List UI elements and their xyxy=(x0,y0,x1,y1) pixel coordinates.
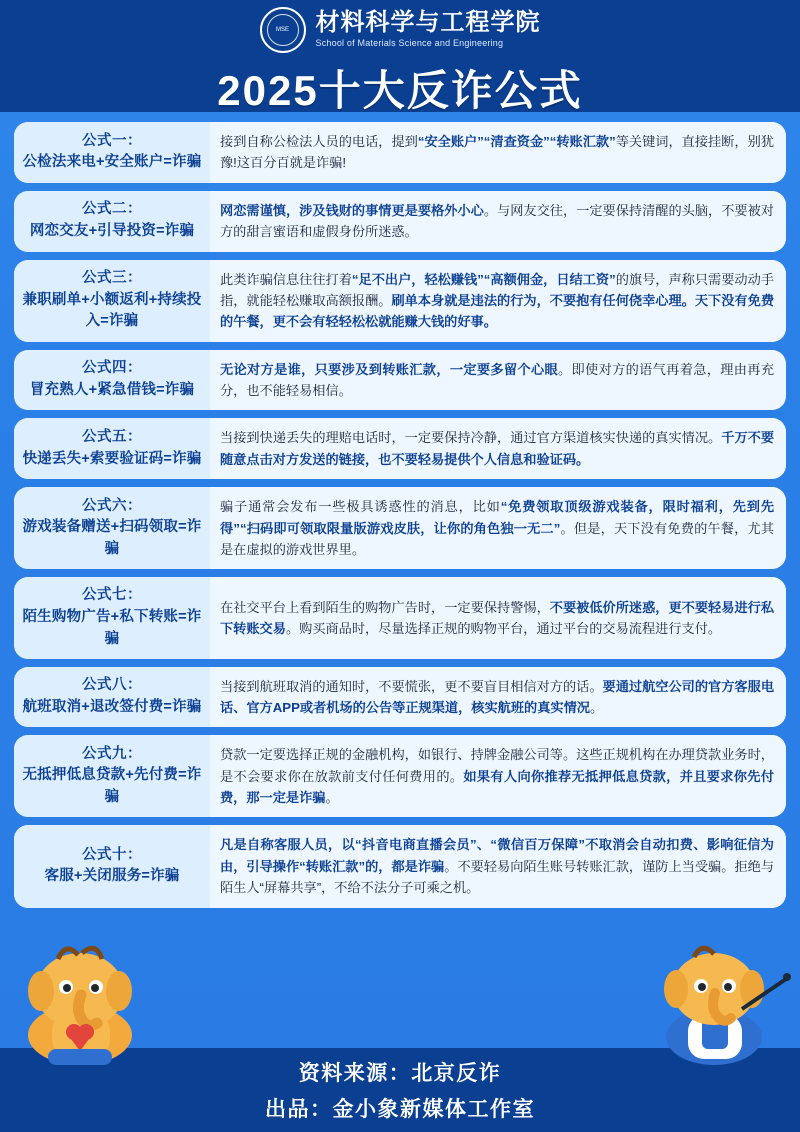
formula-label xyxy=(14,667,210,728)
formula-number: 公式六： xyxy=(82,497,142,514)
formula-label xyxy=(14,260,210,342)
formula-number: 公式九： xyxy=(82,745,142,762)
formula-number: 公式四： xyxy=(82,360,142,377)
plain-text: 。但是，天下没有免费的午餐，尤其是在虚拟的游戏世界里。 xyxy=(220,520,775,557)
formula-expression: 客服+关闭服务=诈骗 xyxy=(44,868,180,885)
formula-label xyxy=(14,350,210,411)
formula-description xyxy=(210,260,786,342)
highlight-text: 要通过航空公司的官方客服电话、官方APP或者机场的公告等正规渠道，核实航班的真实情况 xyxy=(220,678,775,715)
org-name-en: School of Materials Science and Engineering xyxy=(315,38,504,49)
formula-expression: 兼职刷单+小额返利+持续投入=诈骗 xyxy=(22,291,202,330)
mascot-elephant-right-icon xyxy=(642,939,792,1065)
plain-text: 。即使对方的语气再着急，理由再充分，也不能轻易相信。 xyxy=(220,361,775,398)
formula-description xyxy=(210,487,786,569)
page-title: 2025十大反诈公式 xyxy=(217,67,583,114)
highlight-text: 无论对方是谁，只要涉及到转账汇款，一定要多留个心眼 xyxy=(220,361,559,377)
plain-text: 贷款一定要选择正规的金融机构，如银行、持牌金融公司等。这些正规机构在办理贷款业务时，是不会要求你在放款前支付任何费用的。 xyxy=(220,747,774,784)
formula-label xyxy=(14,825,210,907)
mascot-elephant-left-icon xyxy=(8,939,158,1065)
formula-description xyxy=(210,191,786,252)
mascot-left xyxy=(8,939,158,1070)
formula-description xyxy=(210,350,786,411)
highlight-text: 如果有人向你推荐无抵押低息贷款，并且要求你先付费，那一定是诈骗 xyxy=(220,768,775,805)
formula-row xyxy=(14,418,786,479)
formula-label xyxy=(14,191,210,252)
plain-text: 骗子通常会发布一些极具诱惑性的消息，比如 xyxy=(220,499,501,515)
formula-label xyxy=(14,122,210,183)
highlight-text: “免费领取顶级游戏装备，限时福利，先到先得”“扫码即可领取限量版游戏皮肤，让你的角色独一无二” xyxy=(220,499,775,536)
formula-label xyxy=(14,735,210,817)
formula-expression: 冒充熟人+紧急借钱=诈骗 xyxy=(29,382,195,398)
plain-text: 在社交平台上看到陌生的购物广告时，一定要保持警惕， xyxy=(220,599,550,615)
plain-text: 的旗号，声称只需要动动手指，就能轻松赚取高额报酬。 xyxy=(220,271,775,308)
description-text xyxy=(220,744,774,808)
mascot-right xyxy=(642,939,792,1070)
highlight-text: 刷单本身就是违法的行为，不要抱有任何侥幸心理。天下没有免费的午餐，更不会有轻轻松松就能赚大钱的好事。 xyxy=(220,292,775,330)
plain-text: 当接到航班取消的通知时，不要慌张，更不要盲目相信对方的话。 xyxy=(220,678,603,694)
formula-expression: 快递丢失+索要验证码=诈骗 xyxy=(22,450,202,467)
formula-number: 公式七： xyxy=(82,587,142,604)
formula-expression: 网恋交友+引导投资=诈骗 xyxy=(29,223,195,240)
formula-number: 公式八： xyxy=(82,677,142,694)
plain-text: 当接到快递丢失的理赔电话时，一定要保持冷静，通过官方渠道核实快递的真实情况。 xyxy=(220,430,722,446)
plain-text: 。购买商品时，尽量选择正规的购物平台，通过平台的交易流程进行支付。 xyxy=(285,620,722,636)
org-name-cn: 材料科学与工程学院 xyxy=(315,8,541,36)
highlight-text: 不要被低价所迷惑，更不要轻易进行私下转账交易 xyxy=(220,599,775,636)
highlight-text: 千万不要随意点击对方发送的链接，也不要轻易提供个人信息和验证码。 xyxy=(220,430,775,467)
footer-source: 资料来源：北京反诈 xyxy=(298,1062,502,1085)
brand-text xyxy=(316,10,541,50)
formula-expression: 航班取消+退改签付费=诈骗 xyxy=(22,698,202,715)
formula-expression: 无抵押低息贷款+先付费=诈骗 xyxy=(22,767,202,806)
description-text xyxy=(220,427,774,470)
highlight-text: “安全账户”“清查资金”“转账汇款” xyxy=(417,134,616,149)
plain-text: 接到自称公检法人员的电话，提到 xyxy=(220,134,418,149)
formula-label xyxy=(14,487,210,569)
description-text xyxy=(220,200,774,243)
formula-label xyxy=(14,418,210,479)
formula-list xyxy=(0,112,800,908)
footer-producer: 出品：金小象新媒体工作室 xyxy=(265,1098,535,1121)
formula-row xyxy=(14,191,786,252)
formula-row xyxy=(14,577,786,658)
brand xyxy=(0,8,800,52)
plain-text: 。 xyxy=(325,790,339,805)
plain-text: 此类诈骗信息往往打着 xyxy=(220,271,352,287)
formula-description xyxy=(210,825,786,907)
formula-number: 公式五： xyxy=(82,429,142,445)
formula-expression: 游戏装备赠送+扫码领取=诈骗 xyxy=(22,519,202,558)
formula-row xyxy=(14,735,786,817)
formula-description xyxy=(210,735,786,817)
formula-number: 公式十： xyxy=(82,846,142,863)
plain-text: 等关键词，直接挂断，别犹豫!这百分百就是诈骗! xyxy=(220,134,775,171)
formula-row xyxy=(14,825,786,907)
formula-expression: 公检法来电+安全账户=诈骗 xyxy=(22,154,202,171)
formula-row xyxy=(14,350,786,411)
formula-description xyxy=(210,577,786,658)
plain-text: 。不要轻易向陌生账号转账汇款，谨防上当受骗。拒绝与陌生人“屏幕共享”，不给不法分子可乘之机。 xyxy=(220,858,775,896)
poster-header xyxy=(0,0,800,112)
formula-row xyxy=(14,667,786,728)
logo-ring: MSE xyxy=(267,14,299,46)
description-text xyxy=(220,597,774,640)
plain-text: 。 xyxy=(590,699,604,715)
formula-description xyxy=(210,418,786,479)
university-logo-icon xyxy=(260,7,306,53)
formula-description xyxy=(210,122,786,183)
formula-number: 公式三： xyxy=(82,269,142,286)
formula-number: 公式二： xyxy=(82,201,142,218)
formula-label xyxy=(14,577,210,658)
highlight-text: “足不出户，轻松赚钱”“高额佣金，日结工资” xyxy=(351,271,616,287)
description-text xyxy=(220,834,774,898)
formula-description xyxy=(210,667,786,728)
formula-expression: 陌生购物广告+私下转账=诈骗 xyxy=(22,609,202,647)
description-text xyxy=(220,269,774,333)
formula-row xyxy=(14,487,786,569)
description-text xyxy=(220,131,774,174)
highlight-text: 网恋需谨慎，涉及钱财的事情更是要格外小心 xyxy=(220,202,484,218)
description-text xyxy=(220,496,774,560)
highlight-text: 凡是自称客服人员，以“抖音电商直播会员”、“微信百万保障”不取消会自动扣费、影响征信为由，引导操作“转账汇款”的，都是诈骗 xyxy=(220,837,774,874)
plain-text: 。与网友交往，一定要保持清醒的头脑，不要被对方的甜言蜜语和虚假身份所迷惑。 xyxy=(220,202,774,240)
formula-row xyxy=(14,122,786,183)
description-text xyxy=(220,359,774,402)
formula-number: 公式一： xyxy=(82,132,142,149)
description-text xyxy=(220,676,774,719)
formula-row xyxy=(14,260,786,342)
